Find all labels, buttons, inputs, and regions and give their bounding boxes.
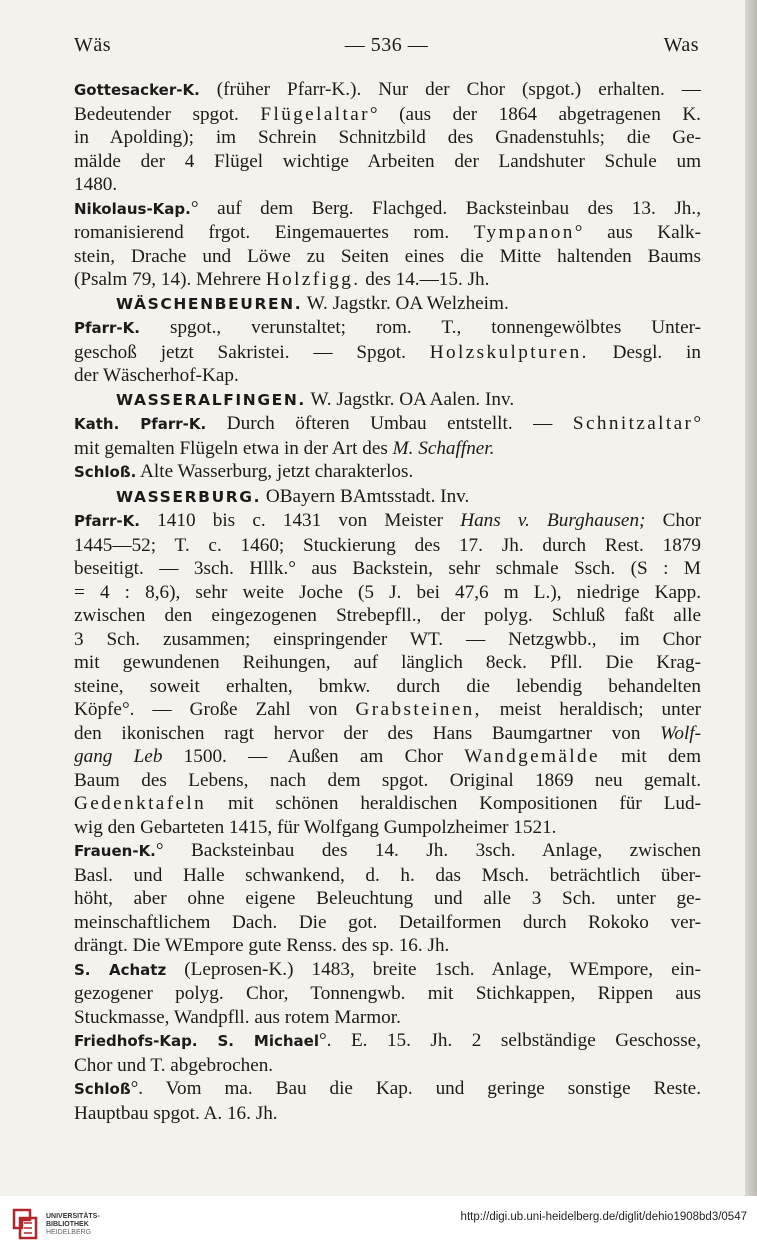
entry-paragraph	[74, 839, 701, 958]
text-line	[74, 316, 701, 341]
text-line	[74, 78, 701, 103]
text-line	[74, 292, 701, 317]
text-line	[74, 887, 701, 911]
text-run: des 14.—15. Jh.	[360, 269, 490, 290]
text-run: (früher Pfarr-K.). Nur der Chor (spgot.) erhalten. —	[199, 79, 701, 100]
place-heading: WASSERALFINGEN.	[116, 390, 306, 409]
text-line	[74, 1102, 701, 1126]
text-run: gezogener polyg. Chor, Tonnengwb. mit Stichkappen, Rippen aus	[74, 983, 701, 1004]
entry-paragraph	[74, 388, 701, 413]
text-line	[74, 103, 701, 127]
entry-paragraph	[74, 412, 701, 460]
text-line	[74, 1006, 701, 1030]
entry-paragraph	[74, 197, 701, 292]
page-edge	[745, 0, 757, 1196]
text-run: 1500. — Außen am Chor	[162, 746, 465, 767]
text-run: Wandgemälde	[464, 746, 600, 767]
text-run: in Apolding); im Schrein Schnitzbild des Gnadenstuhls; die Ge-	[74, 127, 701, 148]
text-line	[74, 150, 701, 174]
text-line	[74, 982, 701, 1006]
entry-paragraph	[74, 292, 701, 317]
text-run: stein, Drache und Löwe zu Seiten eines die Mitte haltenden Baums	[74, 245, 701, 267]
text-line	[74, 245, 701, 269]
text-run: (Leprosen-K.) 1483, breite 1sch. Anlage, WEmpore, ein-	[166, 958, 701, 980]
text-run: Alte Wasserburg, jetzt charakterlos.	[136, 461, 414, 482]
text-run: Tympanon	[473, 222, 575, 243]
text-run: zwischen den eingezogenen Strebepfll., der polyg. Schluß faßt alle	[74, 605, 701, 626]
entry-heading: Frauen-K.	[74, 842, 156, 860]
text-line	[74, 557, 701, 581]
place-heading: WÄSCHENBEUREN.	[116, 294, 303, 313]
place-heading: WASSERBURG.	[116, 487, 262, 506]
entry-heading: Nikolaus-Kap.	[74, 199, 191, 218]
text-run: meist heraldisch; unter	[481, 699, 701, 720]
entry-paragraph	[74, 958, 701, 1030]
entry-paragraph	[74, 78, 701, 197]
library-footer	[0, 1196, 757, 1254]
text-line	[74, 1054, 701, 1078]
text-run: 1445—52; T. c. 1460; Stuckierung des 17. Jh. durch Rest. 1879	[74, 534, 701, 556]
text-line	[74, 437, 701, 461]
text-line	[74, 792, 701, 816]
text-run: geschoß jetzt Sakristei. — Spgot.	[74, 341, 430, 363]
text-run: Chor und T. abgebrochen.	[74, 1054, 274, 1076]
text-line	[74, 651, 701, 675]
text-line	[74, 722, 701, 746]
text-line	[74, 364, 701, 388]
entry-heading: Pfarr-K.	[74, 512, 140, 530]
text-run: der Wäscherhof-Kap.	[74, 365, 239, 386]
text-line	[74, 934, 701, 958]
library-name-line: HEIDELBERG	[46, 1229, 92, 1236]
text-line	[74, 485, 701, 510]
text-line	[74, 509, 701, 534]
text-run: Chor	[645, 510, 702, 531]
text-run: Gedenktafeln	[74, 793, 207, 814]
text-line	[74, 911, 701, 935]
text-run: wig den Gebarteten 1415, für Wolfgang Gumpolzheimer 1521.	[74, 816, 557, 838]
text-run: ° auf dem Berg. Flachged. Backsteinbau des 13. Jh.,	[190, 197, 701, 219]
text-line	[74, 197, 701, 222]
text-run: Baum des Lebens, nach dem spgot. Original 1869 neu gemalt.	[74, 769, 701, 791]
entry-paragraph	[74, 316, 701, 388]
text-line	[74, 698, 701, 722]
text-run: mälde der 4 Flügel wichtige Arbeiten der Landshuter Schule um	[74, 150, 701, 172]
text-run: Desgl. in	[588, 341, 701, 363]
text-run: 1480.	[74, 174, 118, 195]
text-run: Wolf-	[660, 722, 701, 744]
text-run: mit gewundenen Reihungen, auf länglich 8eck. Pfll. Die Krag-	[74, 652, 701, 673]
text-run: mit dem	[599, 746, 701, 767]
text-run: Grabsteinen,	[355, 699, 482, 720]
text-line	[74, 534, 701, 558]
text-run: höht, aber ohne eigene Beleuchtung und alle 3 Sch. unter ge-	[74, 888, 701, 909]
entry-heading: Schloß.	[74, 463, 137, 481]
text-line	[74, 268, 701, 292]
header-right-catchword: Was	[663, 34, 699, 56]
page-number: — 536 —	[344, 34, 429, 56]
text-run: steine, soweit erhalten, bmkw. durch die lebendig behandelten	[74, 675, 701, 697]
text-line	[74, 221, 701, 245]
library-name-line: UNIVERSITÄTS-	[46, 1213, 100, 1220]
text-run: drängt. Die WEmpore gute Renss. des sp. 16. Jh.	[74, 935, 450, 956]
text-run: W. Jagstkr. OA Aalen. Inv.	[305, 388, 515, 410]
text-run: = 4 : 8,6), sehr weite Joche (5 J. bei 47,6 m L.), niedrige Kapp.	[74, 581, 701, 603]
entry-paragraph	[74, 1077, 701, 1125]
running-header	[74, 34, 699, 64]
text-run: OBayern BAmtsstadt. Inv.	[261, 485, 470, 507]
text-run: 1410 bis c. 1431 von Meister	[139, 510, 461, 531]
text-run: beseitigt. — 3sch. Hllk.° aus Backstein, sehr schmale Ssch. (S : M	[74, 558, 701, 579]
header-left-catchword: Wäs	[74, 34, 112, 56]
text-run: ° Backsteinbau des 14. Jh. 3sch. Anlage, zwischen	[155, 840, 701, 861]
text-run: Holzfigg.	[265, 269, 361, 290]
text-run: °	[693, 413, 702, 434]
text-line	[74, 745, 701, 769]
text-run: Bedeutender spgot.	[74, 103, 261, 125]
text-line	[74, 864, 701, 888]
text-line	[74, 173, 701, 197]
text-line	[74, 628, 701, 652]
entry-paragraph	[74, 509, 701, 839]
entry-heading: Friedhofs-Kap. S. Michael	[74, 1032, 319, 1050]
text-line	[74, 839, 701, 864]
entry-heading: Schloß	[74, 1080, 131, 1098]
text-run: Schnitzaltar	[572, 413, 694, 434]
text-line	[74, 412, 701, 437]
text-run: Hans v. Burghausen;	[460, 510, 646, 531]
text-run: Durch öfteren Umbau entstellt. —	[206, 413, 573, 434]
library-name-line: BIBLIOTHEK	[46, 1221, 89, 1228]
text-run: Hauptbau spgot. A. 16. Jh.	[74, 1102, 278, 1124]
text-line	[74, 604, 701, 628]
entry-heading: S. Achatz	[74, 960, 167, 979]
text-run: ° aus Kalk-	[574, 222, 701, 243]
text-run: Stuckmasse, Wandpfll. aus rotem Marmor.	[74, 1006, 401, 1028]
entry-heading: Gottesacker-K.	[74, 81, 200, 99]
text-line	[74, 958, 701, 983]
text-run: Holzskulpturen.	[429, 341, 589, 363]
text-line	[74, 769, 701, 793]
text-line	[74, 460, 701, 485]
text-run: Köpfe°. — Große Zahl von	[74, 699, 356, 720]
text-line	[74, 675, 701, 699]
text-line	[74, 1077, 701, 1102]
text-run: Flügelaltar	[260, 103, 370, 125]
entry-paragraph	[74, 485, 701, 510]
text-run: gang Leb	[74, 746, 163, 767]
page-body-text	[74, 78, 701, 1125]
text-line	[74, 581, 701, 605]
entry-heading: Kath. Pfarr-K.	[74, 415, 207, 433]
text-run: °. Vom ma. Bau die Kap. und geringe sonstige Reste.	[130, 1078, 701, 1099]
text-run: spgot., verunstaltet; rom. T., tonnengewölbtes Unter-	[139, 317, 701, 338]
entry-paragraph	[74, 460, 701, 485]
text-line	[74, 388, 701, 413]
entry-heading: Pfarr-K.	[74, 319, 140, 337]
text-run: M. Schaffner.	[392, 437, 495, 459]
text-line	[74, 816, 701, 840]
library-name	[46, 1213, 100, 1237]
permalink-url[interactable]: http://digi.ub.uni-heidelberg.de/diglit/dehio1908bd3/0547	[460, 1211, 747, 1223]
text-run: den ikonischen ragt hervor der des Hans Baumgartner von	[74, 722, 661, 744]
text-run: °. E. 15. Jh. 2 selbständige Geschosse,	[319, 1030, 701, 1051]
text-line	[74, 341, 701, 365]
text-run: (Psalm 79, 14). Mehrere	[74, 269, 266, 290]
text-line	[74, 1029, 701, 1054]
text-run: Basl. und Halle schwankend, d. h. das Msch. beträchtlich über-	[74, 864, 701, 886]
text-run: mit gemalten Flügeln etwa in der Art des	[74, 437, 393, 459]
text-run: 3 Sch. zusammen; einspringender WT. — Netzgwbb., im Chor	[74, 628, 701, 650]
text-run: W. Jagstkr. OA Welzheim.	[302, 292, 509, 314]
text-run: mit schönen heraldischen Kompositionen für Lud-	[206, 793, 701, 814]
university-library-logo-icon	[8, 1206, 42, 1242]
text-run: meinschaftlichem Dach. Die got. Detailformen durch Rokoko ver-	[74, 911, 701, 933]
text-run: ° (aus der 1864 abgetragenen K.	[369, 103, 701, 125]
text-line	[74, 126, 701, 150]
text-run: romanisierend frgot. Eingemauertes rom.	[74, 222, 474, 243]
entry-paragraph	[74, 1029, 701, 1077]
